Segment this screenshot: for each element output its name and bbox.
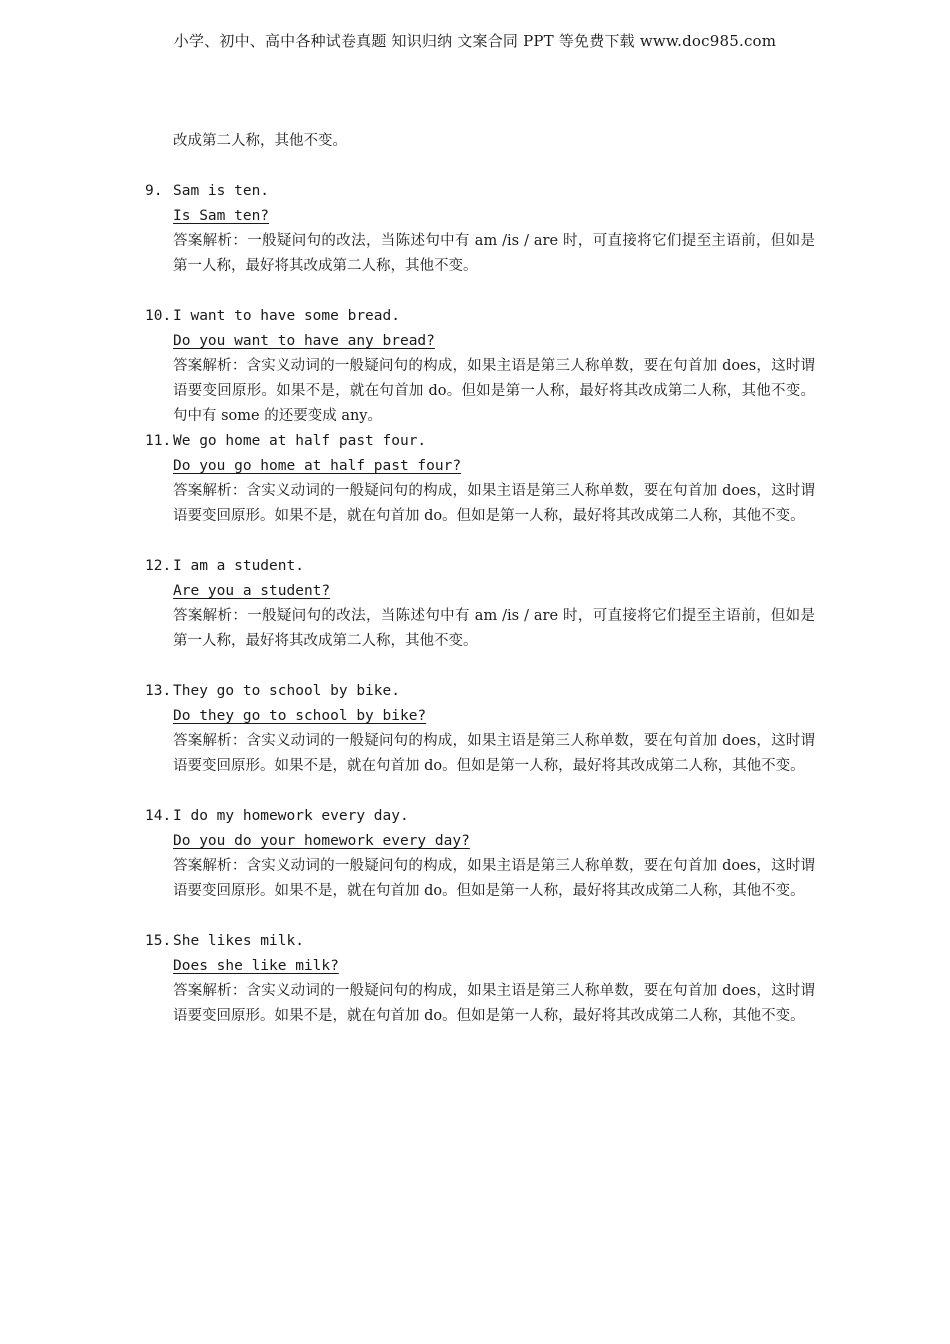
item-explanation: 答案解析：含实义动词的一般疑问句的构成，如果主语是第三人称单数，要在句首加 does，这时谓语要变回原形。如果不是，就在句首加 do。但如是第一人称，最好将其改成第二人称，其他不变。 xyxy=(173,858,815,899)
item-number: 9. xyxy=(145,183,163,199)
item-question: We go home at half past four. xyxy=(173,433,427,449)
item-explanation: 答案解析：含实义动词的一般疑问句的构成，如果主语是第三人称单数，要在句首加 does，这时谓语要变回原形。如果不是，就在句首加 do。但如是第一人称，最好将其改成第二人称，其他不变。 xyxy=(173,733,815,774)
item-number: 12. xyxy=(145,558,172,574)
item-question: I do my homework every day. xyxy=(173,808,409,824)
exercise-item-13 xyxy=(145,679,815,779)
exercise-item-12 xyxy=(145,554,815,654)
exercise-item-14 xyxy=(145,804,815,904)
item-explanation: 答案解析：含实义动词的一般疑问句的构成，如果主语是第三人称单数，要在句首加 does，这时谓语要变回原形。如果不是，就在句首加 do。但如是第一人称，最好将其改成第二人称，其他不变。 xyxy=(173,483,815,524)
item-question: She likes milk. xyxy=(173,933,304,949)
item-answer: Do you go home at half past four? xyxy=(173,458,462,474)
item-question: Sam is ten. xyxy=(173,183,270,199)
item-answer: Does she like milk? xyxy=(173,958,339,974)
item-answer: Is Sam ten? xyxy=(173,208,270,224)
item-question: I am a student. xyxy=(173,558,304,574)
item-explanation: 答案解析：含实义动词的一般疑问句的构成，如果主语是第三人称单数，要在句首加 does，这时谓语要变回原形。如果不是，就在句首加 do。但如是第一人称，最好将其改成第二人称，其他不变。 xyxy=(173,983,815,1024)
item-number: 15. xyxy=(145,933,172,949)
previous-explanation-continuation: 改成第二人称，其他不变。 xyxy=(173,133,347,149)
item-explanation: 答案解析：含实义动词的一般疑问句的构成，如果主语是第三人称单数，要在句首加 does，这时谓语要变回原形。如果不是，就在句首加 do。但如是第一人称，最好将其改成第二人称，其他不变。句中有 some 的还要变成 any。 xyxy=(173,358,815,424)
exercise-item-9 xyxy=(145,179,815,279)
item-answer: Are you a student? xyxy=(173,583,331,599)
item-number: 10. xyxy=(145,308,172,324)
item-answer: Do you want to have any bread? xyxy=(173,333,435,349)
item-number: 11. xyxy=(145,433,172,449)
item-question: I want to have some bread. xyxy=(173,308,400,324)
item-answer: Do you do your homework every day? xyxy=(173,833,470,849)
exercise-item-15 xyxy=(145,929,815,1029)
item-explanation: 答案解析：一般疑问句的改法，当陈述句中有 am /is / are 时，可直接将它们提至主语前，但如是第一人称，最好将其改成第二人称，其他不变。 xyxy=(173,608,815,649)
exercise-item-10 xyxy=(145,304,815,429)
document-body xyxy=(145,129,815,1029)
item-number: 13. xyxy=(145,683,172,699)
item-explanation: 答案解析：一般疑问句的改法，当陈述句中有 am /is / are 时，可直接将它们提至主语前，但如是第一人称，最好将其改成第二人称，其他不变。 xyxy=(173,233,815,274)
item-answer: Do they go to school by bike? xyxy=(173,708,427,724)
page-header: 小学、初中、高中各种试卷真题 知识归纳 文案合同 PPT 等免费下载 www.doc985.com xyxy=(173,32,777,50)
item-number: 14. xyxy=(145,808,172,824)
item-question: They go to school by bike. xyxy=(173,683,400,699)
exercise-item-11 xyxy=(145,429,815,529)
